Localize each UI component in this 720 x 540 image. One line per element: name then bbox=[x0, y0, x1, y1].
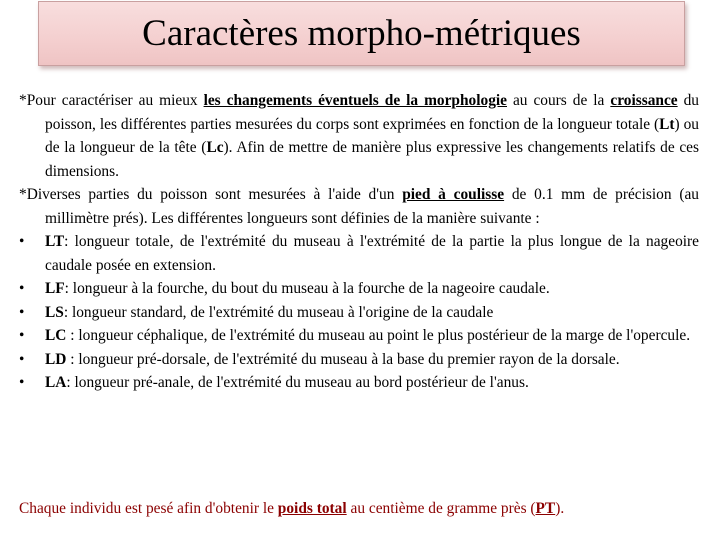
bullet-icon: • bbox=[19, 374, 25, 391]
term-label: LA bbox=[45, 374, 67, 391]
text-run: au cours de la bbox=[507, 92, 611, 109]
bullet-icon: • bbox=[19, 233, 25, 250]
content-body bbox=[19, 89, 699, 395]
emphasis-pied-a-coulisse: pied à coulisse bbox=[402, 186, 505, 203]
text-run: Pour caractériser au mieux bbox=[26, 92, 204, 109]
weight-note bbox=[19, 500, 709, 518]
text-run: Diverses parties du poisson sont mesurées à l'aide d'un bbox=[26, 186, 403, 203]
list-item bbox=[19, 371, 699, 395]
paragraph-method bbox=[19, 183, 699, 230]
text-run: de 0.1 mm de précision (au millimètre prés). Les différentes longueurs sont définies de la manière suivante : bbox=[45, 186, 699, 227]
term-definition: : longueur céphalique, de l'extrémité du museau au point le plus postérieur de la marge de l'opercule. bbox=[66, 327, 691, 344]
term-definition: : longueur pré-dorsale, de l'extrémité du museau à la base du premier rayon de la dorsale. bbox=[66, 350, 620, 368]
paragraph-intro bbox=[19, 89, 699, 183]
title-box bbox=[38, 1, 685, 66]
bullet-icon: • bbox=[19, 327, 25, 344]
emphasis-croissance: croissance bbox=[610, 92, 678, 109]
term-definition: : longueur totale, de l'extrémité du museau à l'extrémité de la partie la plus longue de la nageoire caudale posée en extension. bbox=[45, 233, 699, 274]
list-item bbox=[19, 230, 699, 277]
bullet-icon: • bbox=[19, 303, 25, 321]
text-run: ). bbox=[555, 500, 565, 517]
emphasis-poids-total: poids total bbox=[277, 500, 347, 517]
page-title: Caractères morpho-métriques bbox=[142, 13, 581, 54]
list-item bbox=[19, 324, 699, 348]
term-label: LS bbox=[45, 303, 64, 321]
term-lc: Lc bbox=[206, 139, 224, 156]
paragraph-marker: * bbox=[19, 186, 27, 203]
list-item bbox=[19, 301, 699, 325]
text-run: ) ou de la longueur de la tête ( bbox=[45, 115, 699, 156]
term-label: LD bbox=[45, 350, 67, 368]
term-lt: Lt bbox=[659, 115, 675, 133]
term-definition: : longueur à la fourche, du bout du museau à la fourche de la nageoire caudale. bbox=[64, 280, 550, 297]
term-label: LF bbox=[45, 280, 65, 297]
term-label: LC bbox=[45, 327, 67, 344]
emphasis-morphology: les changements éventuels de la morphologie bbox=[203, 92, 507, 109]
text-run: Chaque individu est pesé afin d'obtenir le bbox=[19, 500, 278, 517]
text-run: du poisson, les différentes parties mesurées du corps sont exprimées en fonction de la longueur totale ( bbox=[45, 92, 699, 133]
bullet-icon: • bbox=[19, 350, 25, 368]
paragraph-marker: * bbox=[19, 92, 27, 109]
text-run: au centième de gramme près ( bbox=[346, 500, 536, 517]
term-definition: : longueur standard, de l'extrémité du museau à l'origine de la caudale bbox=[63, 303, 494, 321]
text-run: ). Afin de mettre de manière plus expressive les changements relatifs de ces dimensions. bbox=[45, 139, 699, 180]
bullet-icon: • bbox=[19, 280, 25, 297]
term-label: LT bbox=[45, 233, 65, 250]
term-definition: : longueur pré-anale, de l'extrémité du museau au bord postérieur de l'anus. bbox=[66, 374, 529, 391]
term-pt: PT bbox=[535, 500, 556, 517]
list-item bbox=[19, 277, 699, 301]
list-item bbox=[19, 348, 699, 372]
